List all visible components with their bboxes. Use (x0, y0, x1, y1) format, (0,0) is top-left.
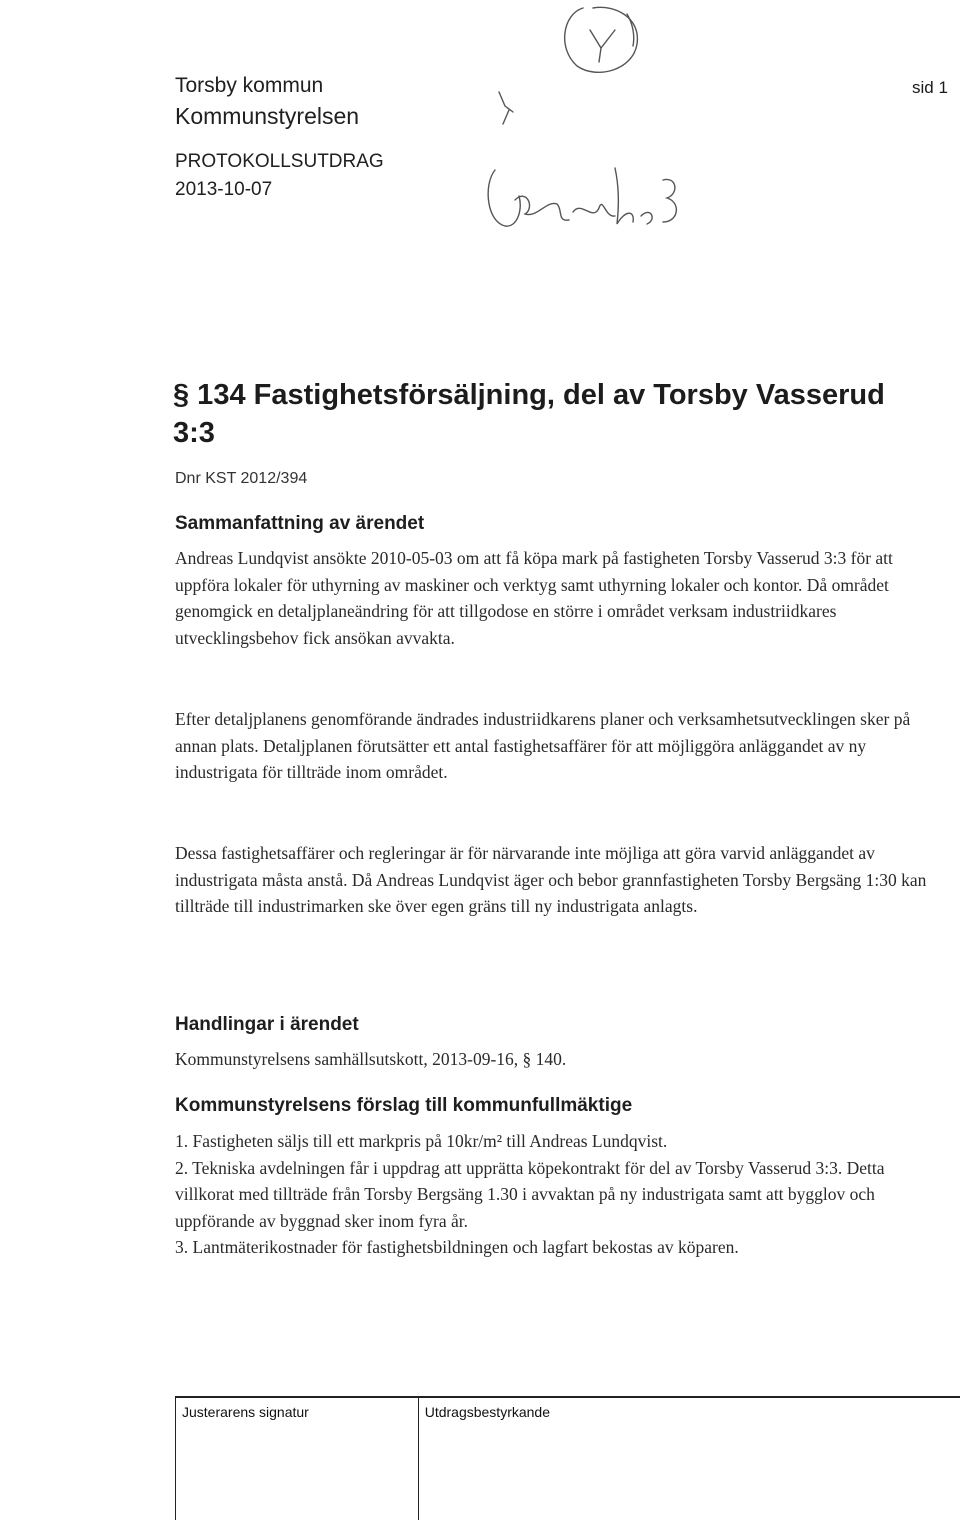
document-type: PROTOKOLLSUTDRAG (175, 151, 384, 172)
documents-heading: Handlingar i ärendet (175, 1014, 359, 1035)
summary-text: Efter detaljplanens genomförande ändrades industriidkarens planer och verksamhetsutvecklingen sker på annan plats. Detaljplanen förutsätter ett antal fastighetsaffärer för att möjliggöra anläggandet av ny industrigata för tillträde inom området. (175, 709, 911, 782)
proposal-item: 3. Lantmäterikostnader för fastighetsbildningen och lagfart bekostas av köparen. (175, 1237, 739, 1257)
proposal-list (175, 1128, 935, 1261)
documents-text: Kommunstyrelsens samhällsutskott, 2013-09-16, § 140. (175, 1049, 567, 1069)
municipality-name: Torsby kommun (175, 74, 324, 97)
board-name: Kommunstyrelsen (175, 103, 360, 129)
summary-paragraph-2 (175, 706, 935, 786)
signature-field-adjuster[interactable] (176, 1397, 419, 1520)
signature-field-certification[interactable] (418, 1397, 960, 1520)
summary-text: Andreas Lundqvist ansökte 2010-05-03 om att få köpa mark på fastigheten Torsby Vasserud 3:3 för att uppföra lokaler för uthyrning av maskiner och verktyg samt uthyrning lokaler och kontor. Då området genomgick en detaljplaneändring för att tillgodose en större i området verksam industriidkares utvecklingsbehov fick ansökan avvakta. (175, 548, 893, 648)
section-title: § 134 Fastighetsförsäljning, del av Torsby Vasserud 3:3 (173, 379, 885, 449)
case-number: Dnr KST 2012/394 (175, 470, 308, 487)
page-number: sid 1 (912, 78, 948, 97)
signature-label: Utdragsbestyrkande (424, 1404, 551, 1420)
signature-table (175, 1396, 960, 1520)
handwritten-annotation (465, 0, 685, 250)
signature-label: Justerarens signatur (182, 1404, 309, 1420)
document-date: 2013-10-07 (175, 179, 273, 200)
summary-paragraph-3 (175, 840, 935, 920)
summary-paragraph-1 (175, 545, 935, 651)
proposal-item: 2. Tekniska avdelningen får i uppdrag att upprätta köpekontrakt för del av Torsby Vasserud 3:3. Detta villkorat med tillträde från Torsby Bergsäng 1.30 i avvaktan på ny industrigata samt att bygglov och uppförande av byggnad sker inom fyra år. (175, 1157, 885, 1231)
proposal-item: 1. Fastigheten säljs till ett markpris på 10kr/m² till Andreas Lundqvist. (175, 1131, 668, 1151)
summary-heading: Sammanfattning av ärendet (175, 513, 425, 534)
proposal-heading: Kommunstyrelsens förslag till kommunfullmäktige (175, 1095, 633, 1116)
summary-text: Dessa fastighetsaffärer och regleringar är för närvarande inte möjliga att göra varvid anläggandet av industrigata måsta anstå. Då Andreas Lundqvist äger och bebor grannfastigheten Torsby Bergsäng 1:30 kan tillträde till industrimarken ske över egen gräns till ny industrigata anlagts. (175, 843, 927, 916)
